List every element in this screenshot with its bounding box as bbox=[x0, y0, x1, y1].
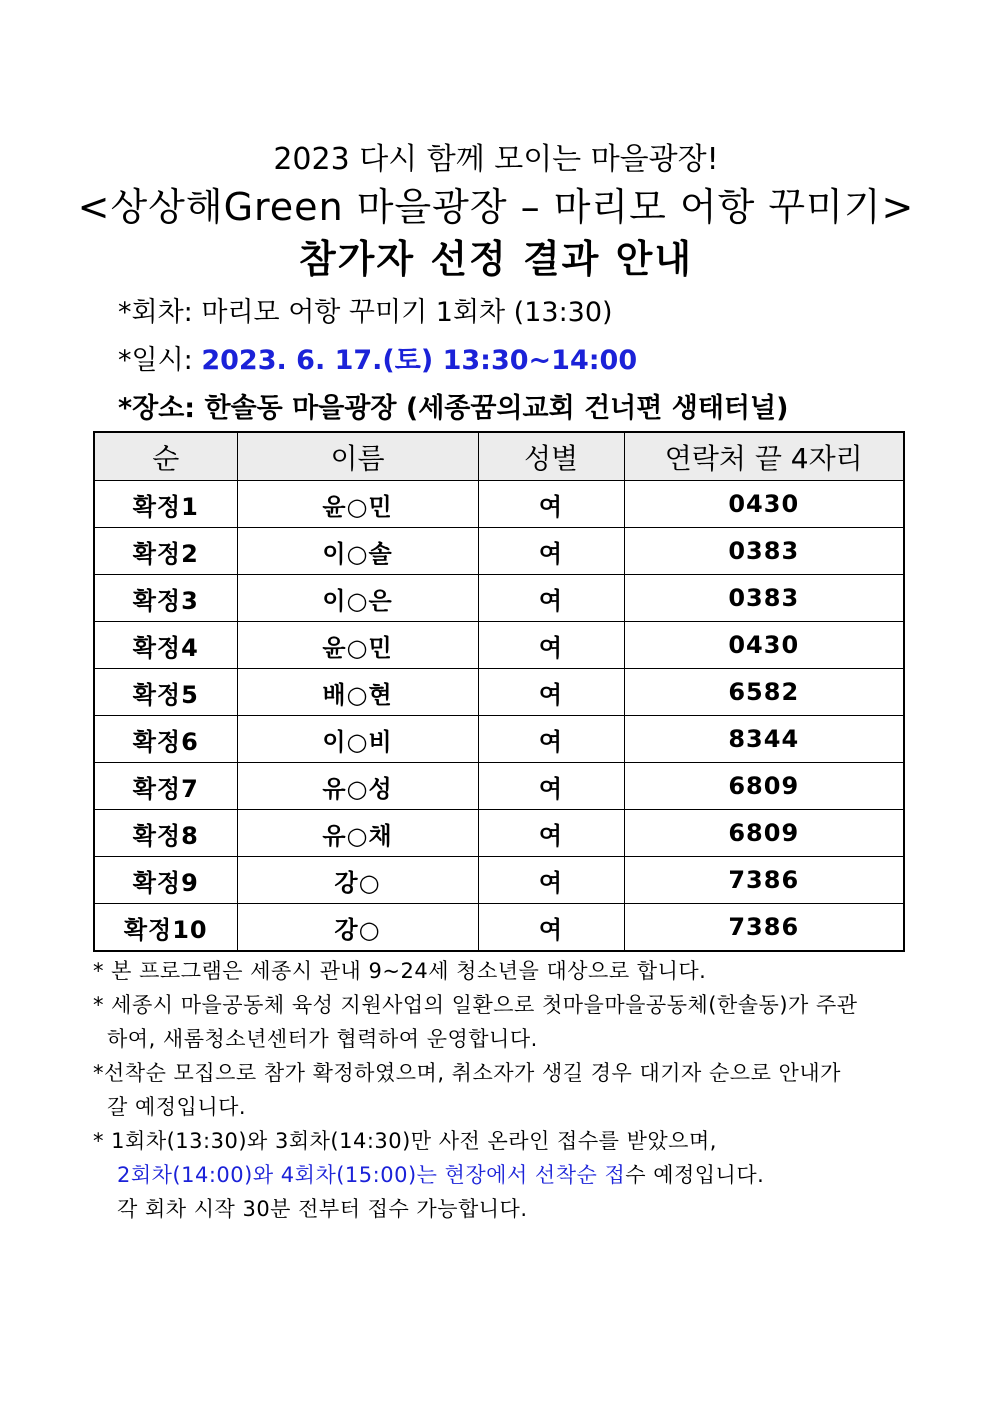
cell-gender: 여 bbox=[478, 528, 624, 575]
header-order: 순 bbox=[94, 432, 237, 481]
place-info bbox=[118, 391, 788, 427]
cell-phone: 0383 bbox=[624, 528, 904, 575]
date-value: 2023. 6. 17.(토) 13:30~14:00 bbox=[201, 345, 638, 376]
note-age: * 본 프로그램은 세종시 관내 9~24세 청소년을 대상으로 합니다. bbox=[93, 959, 707, 983]
cell-order: 확정9 bbox=[94, 857, 237, 904]
cell-phone: 8344 bbox=[624, 716, 904, 763]
notes bbox=[93, 954, 903, 1226]
table-row bbox=[94, 622, 904, 669]
cell-name: 유○채 bbox=[237, 810, 478, 857]
cell-phone: 6809 bbox=[624, 810, 904, 857]
cell-name: 강○ bbox=[237, 904, 478, 952]
cell-name: 이○솔 bbox=[237, 528, 478, 575]
page-title: 참가자 선정 결과 안내 bbox=[298, 237, 694, 281]
note-organizer: * 세종시 마을공동체 육성 지원사업의 일환으로 첫마을마을공동체(한솔동)가 주관 bbox=[93, 993, 858, 1017]
cell-phone: 0430 bbox=[624, 481, 904, 528]
header-phone: 연락처 끝 4자리 bbox=[624, 432, 904, 481]
cell-name: 강○ bbox=[237, 857, 478, 904]
session-label: *회차: bbox=[118, 297, 193, 328]
cell-gender: 여 bbox=[478, 575, 624, 622]
note-onsite-rest: 수 예정입니다. bbox=[625, 1163, 765, 1187]
cell-order: 확정3 bbox=[94, 575, 237, 622]
note-registration: * 1회차(13:30)와 3회차(14:30)만 사전 온라인 접수를 받았으며, bbox=[93, 1129, 717, 1153]
session-value: 마리모 어항 꾸미기 1회차 (13:30) bbox=[201, 297, 613, 328]
cell-gender: 여 bbox=[478, 669, 624, 716]
cell-gender: 여 bbox=[478, 481, 624, 528]
cell-order: 확정1 bbox=[94, 481, 237, 528]
event-title: <상상해Green 마을광장 – 마리모 어항 꾸미기> bbox=[77, 185, 915, 229]
cell-name: 이○은 bbox=[237, 575, 478, 622]
cell-order: 확정2 bbox=[94, 528, 237, 575]
table-row bbox=[94, 716, 904, 763]
note-onsite-highlight: 2회차(14:00)와 4회차(15:00)는 현장에서 선착순 접 bbox=[117, 1163, 626, 1187]
cell-gender: 여 bbox=[478, 716, 624, 763]
participant-table bbox=[93, 431, 905, 952]
cell-order: 확정6 bbox=[94, 716, 237, 763]
table-row bbox=[94, 528, 904, 575]
cell-name: 윤○민 bbox=[237, 481, 478, 528]
table-row bbox=[94, 763, 904, 810]
place-label: *장소: bbox=[118, 393, 196, 424]
table-row bbox=[94, 481, 904, 528]
table-row bbox=[94, 857, 904, 904]
cell-order: 확정7 bbox=[94, 763, 237, 810]
table-header-row bbox=[94, 432, 904, 481]
cell-order: 확정4 bbox=[94, 622, 237, 669]
cell-phone: 6582 bbox=[624, 669, 904, 716]
cell-gender: 여 bbox=[478, 857, 624, 904]
note-organizer-cont: 하여, 새롬청소년센터가 협력하여 운영합니다. bbox=[107, 1027, 538, 1051]
cell-gender: 여 bbox=[478, 763, 624, 810]
place-value: 한솔동 마을광장 (세종꿈의교회 건너편 생태터널) bbox=[204, 393, 789, 424]
subtitle: 2023 다시 함께 모이는 마을광장! bbox=[273, 142, 719, 177]
note-checkin: 각 회차 시작 30분 전부터 접수 가능합니다. bbox=[117, 1197, 528, 1221]
note-onsite bbox=[93, 1158, 903, 1192]
session-info bbox=[118, 295, 613, 331]
cell-name: 이○비 bbox=[237, 716, 478, 763]
note-first-come: *선착순 모집으로 참가 확정하였으며, 취소자가 생길 경우 대기자 순으로 안내가 bbox=[93, 1061, 841, 1085]
cell-phone: 0383 bbox=[624, 575, 904, 622]
cell-gender: 여 bbox=[478, 810, 624, 857]
table-row bbox=[94, 904, 904, 952]
cell-phone: 7386 bbox=[624, 904, 904, 952]
note-first-come-cont: 갈 예정입니다. bbox=[107, 1095, 247, 1119]
cell-order: 확정8 bbox=[94, 810, 237, 857]
table-row bbox=[94, 810, 904, 857]
cell-phone: 7386 bbox=[624, 857, 904, 904]
header-gender: 성별 bbox=[478, 432, 624, 481]
cell-phone: 0430 bbox=[624, 622, 904, 669]
cell-name: 윤○민 bbox=[237, 622, 478, 669]
header-name: 이름 bbox=[237, 432, 478, 481]
cell-order: 확정5 bbox=[94, 669, 237, 716]
table-row bbox=[94, 575, 904, 622]
date-info bbox=[118, 343, 637, 379]
cell-phone: 6809 bbox=[624, 763, 904, 810]
cell-name: 유○성 bbox=[237, 763, 478, 810]
cell-gender: 여 bbox=[478, 622, 624, 669]
cell-order: 확정10 bbox=[94, 904, 237, 952]
cell-gender: 여 bbox=[478, 904, 624, 952]
cell-name: 배○현 bbox=[237, 669, 478, 716]
date-label: *일시: bbox=[118, 345, 193, 376]
table-row bbox=[94, 669, 904, 716]
